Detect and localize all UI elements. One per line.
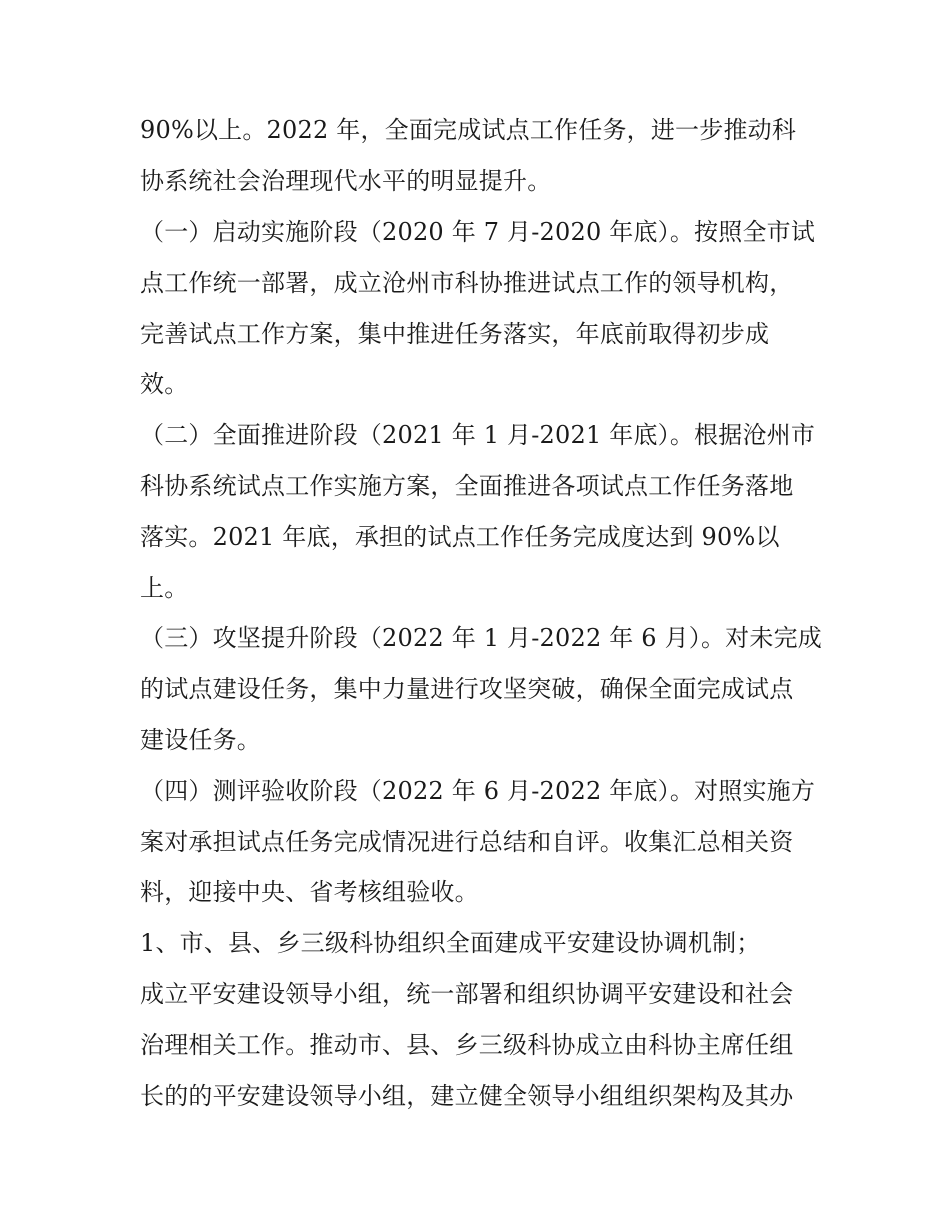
text-line-8: 科协系统试点工作实施方案，全面推进各项试点工作任务落地 <box>140 472 794 500</box>
text-line-19: 治理相关工作。推动市、县、乡三级科协成立由科协主席任组 <box>140 1031 794 1059</box>
text-line-6: 效。 <box>140 370 189 398</box>
text-line-20: 长的的平安建设领导小组，建立健全领导小组组织架构及其办 <box>140 1082 794 1110</box>
text-line-13: 建设任务。 <box>140 726 261 754</box>
text-line-16: 料，迎接中央、省考核组验收。 <box>140 878 479 906</box>
text-line-11: （三）攻坚提升阶段（2022 年 1 月-2022 年 6 月）。对未完成 <box>140 624 822 652</box>
text-line-9: 落实。2021 年底，承担的试点工作任务完成度达到 90%以 <box>140 523 780 551</box>
text-line-1: 90%以上。2022 年，全面完成试点工作任务，进一步推动科 <box>140 116 797 144</box>
text-line-2: 协系统社会治理现代水平的明显提升。 <box>140 167 552 195</box>
text-line-7: （二）全面推进阶段（2021 年 1 月-2021 年底）。根据沧州市 <box>140 421 816 449</box>
text-line-5: 完善试点工作方案，集中推进任务落实，年底前取得初步成 <box>140 320 770 348</box>
text-line-10: 上。 <box>140 574 189 602</box>
text-line-17: 1、市、县、乡三级科协组织全面建成平安建设协调机制； <box>140 929 761 957</box>
text-line-18: 成立平安建设领导小组，统一部署和组织协调平安建设和社会 <box>140 980 794 1008</box>
text-line-3: （一）启动实施阶段（2020 年 7 月-2020 年底）。按照全市试 <box>140 218 816 246</box>
text-line-4: 点工作统一部署，成立沧州市科协推进试点工作的领导机构， <box>140 269 794 297</box>
text-line-15: 案对承担试点任务完成情况进行总结和自评。收集汇总相关资 <box>140 828 794 856</box>
text-line-12: 的试点建设任务，集中力量进行攻坚突破，确保全面完成试点 <box>140 675 794 703</box>
text-line-14: （四）测评验收阶段（2022 年 6 月-2022 年底）。对照实施方 <box>140 777 816 805</box>
